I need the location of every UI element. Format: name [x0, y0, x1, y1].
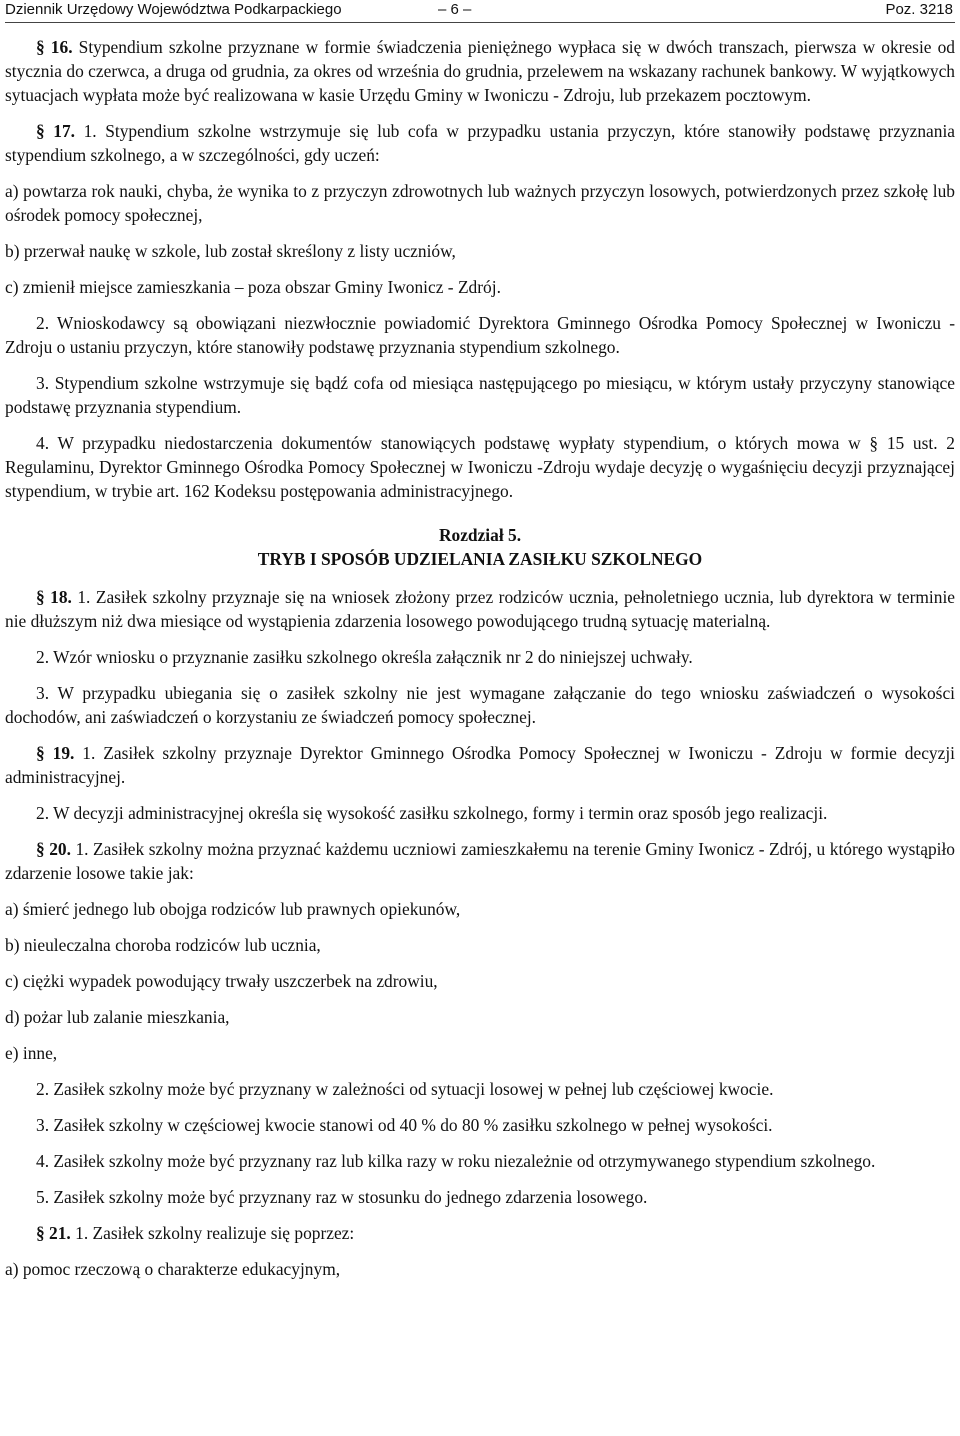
- paragraph-16: [5, 35, 955, 107]
- list-item: a) powtarza rok nauki, chyba, że wynika to z przyczyn zdrowotnych lub ważnych przyczyn losowych, potwierdzonych przez szkołę lub ośrodek pomocy społecznej,: [5, 181, 955, 225]
- list-item: d) pożar lub zalanie mieszkania,: [5, 1007, 230, 1027]
- paragraph-19-2: 2. W decyzji administracyjnej określa się wysokość zasiłku szkolnego, formy i termin oraz sposób jego realizacji.: [36, 803, 828, 823]
- list-item: b) przerwał naukę w szkole, lub został skreślony z listy uczniów,: [5, 241, 456, 261]
- list-item: e) inne,: [5, 1043, 58, 1063]
- section-number: § 16.: [36, 37, 73, 57]
- paragraph-21-1: [5, 1221, 955, 1245]
- paragraph-20-1: [5, 837, 955, 885]
- paragraph-17-4: 4. W przypadku niedostarczenia dokumentów stanowiących podstawę wypłaty stypendium, o których mowa w § 15 ust. 2 Regulaminu, Dyrektor Gminnego Ośrodka Pomocy Społecznej w Iwoniczu -Zdroju wydaje decyzję o wygaśnięciu decyzji przyznającej stypendium, w trybie art. 162 Kodeksu postępowania administracyjnego.: [5, 433, 955, 501]
- page-header: [5, 0, 955, 23]
- paragraph-17-1: [5, 119, 955, 167]
- paragraph-20-3: 3. Zasiłek szkolny w częściowej kwocie stanowi od 40 % do 80 % zasiłku szkolnego w pełnej wysokości.: [36, 1115, 773, 1135]
- paragraph-text: 1. Zasiłek szkolny przyznaje się na wniosek złożony przez rodziców ucznia, pełnoletniego ucznia, lub dyrektora w terminie nie dłuższym niż dwa miesiące od wystąpienia zdarzenia losowego powodującego trudną sytuację materialną.: [5, 587, 956, 631]
- chapter-label: Rozdział 5.: [438, 525, 522, 545]
- section-number: § 21.: [36, 1223, 71, 1243]
- paragraph-18-3: 3. W przypadku ubiegania się o zasiłek szkolny nie jest wymagane załączanie do tego wniosku zaświadczeń o wysokości dochodów, ani zaświadczeń o korzystaniu ze świadczeń pomocy społecznej.: [5, 683, 955, 727]
- list-item: a) śmierć jednego lub obojga rodziców lub prawnych opiekunów,: [5, 899, 461, 919]
- chapter-title: TRYB I SPOSÓB UDZIELANIA ZASIŁKU SZKOLNEGO: [257, 549, 703, 569]
- position-number: Poz. 3218: [885, 1, 953, 18]
- journal-title: Dziennik Urzędowy Województwa Podkarpackiego: [5, 1, 342, 18]
- list-item: c) ciężki wypadek powodujący trwały uszczerbek na zdrowiu,: [5, 971, 438, 991]
- paragraph-text: 1. Zasiłek szkolny realizuje się poprzez:: [70, 1223, 355, 1243]
- paragraph-text: 1. Stypendium szkolne wstrzymuje się lub cofa w przypadku ustania przyczyn, które stanowiły podstawę przyznania stypendium szkolnego, a w szczególności, gdy uczeń:: [5, 121, 956, 165]
- section-number: § 19.: [36, 743, 75, 763]
- paragraph-18-2: 2. Wzór wniosku o przyznanie zasiłku szkolnego określa załącznik nr 2 do niniejszej uchwały.: [36, 647, 693, 667]
- paragraph-text: 1. Zasiłek szkolny przyznaje Dyrektor Gminnego Ośrodka Pomocy Społecznej w Iwoniczu - Zdroju w formie decyzji administracyjnej.: [5, 743, 956, 787]
- section-number: § 20.: [36, 839, 71, 859]
- section-number: § 17.: [36, 121, 76, 141]
- paragraph-17-3: 3. Stypendium szkolne wstrzymuje się bądź cofa od miesiąca następującego po miesiącu, w którym ustały przyczyny stanowiące podstawę przyznania stypendium.: [5, 373, 955, 417]
- section-number: § 18.: [36, 587, 72, 607]
- list-item: c) zmienił miejsce zamieszkania – poza obszar Gminy Iwonicz - Zdrój.: [5, 277, 501, 297]
- paragraph-20-4: 4. Zasiłek szkolny może być przyznany raz lub kilka razy w roku niezależnie od otrzymywanego stypendium szkolnego.: [36, 1151, 876, 1171]
- paragraph-20-2: 2. Zasiłek szkolny może być przyznany w zależności od sytuacji losowej w pełnej lub częściowej kwocie.: [36, 1079, 774, 1099]
- paragraph-17-2: 2. Wnioskodawcy są obowiązani niezwłocznie powiadomić Dyrektora Gminnego Ośrodka Pomocy Społecznej w Iwoniczu - Zdroju o ustaniu przyczyn, które stanowiły podstawę przyznania stypendium szkolnego.: [5, 313, 955, 357]
- paragraph-18-1: [5, 585, 955, 633]
- paragraph-text: 1. Zasiłek szkolny można przyznać każdemu uczniowi zamieszkałemu na terenie Gminy Iwonicz - Zdrój, u którego wystąpiło zdarzenie losowe takie jak:: [5, 839, 956, 883]
- chapter-heading: [5, 523, 955, 571]
- list-item: b) nieuleczalna choroba rodziców lub ucznia,: [5, 935, 321, 955]
- paragraph-20-5: 5. Zasiłek szkolny może być przyznany raz w stosunku do jednego zdarzenia losowego.: [36, 1187, 648, 1207]
- list-item: a) pomoc rzeczową o charakterze edukacyjnym,: [5, 1259, 341, 1279]
- paragraph-text: Stypendium szkolne przyznane w formie świadczenia pieniężnego wypłaca się w dwóch transzach, pierwsza w okresie od stycznia do czerwca, a druga od grudnia, za okres od września do grudnia, przelewem na wskazany rachunek bankowy. W wyjątkowych sytuacjach wypłata może być realizowana w kasie Urzędu Gminy w Iwoniczu - Zdroju, lub przekazem pocztowym.: [5, 37, 955, 105]
- page-number: – 6 –: [438, 1, 472, 18]
- paragraph-19-1: [5, 741, 955, 789]
